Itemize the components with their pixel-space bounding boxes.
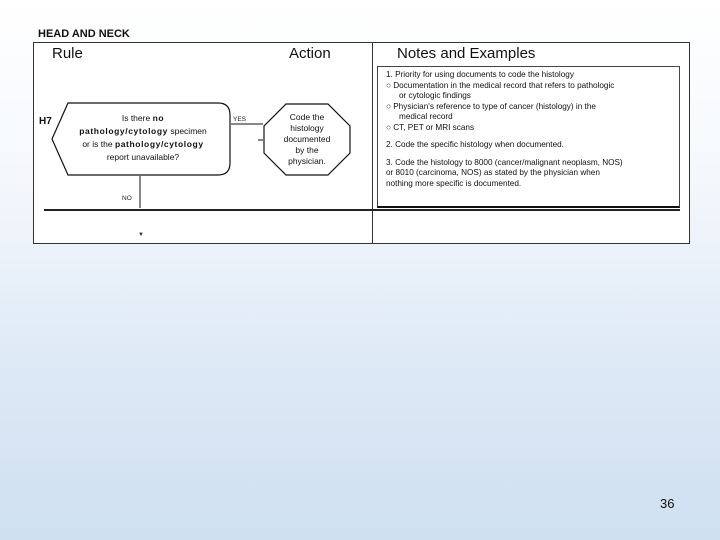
notes-item-3: 3. Code the histology to 8000 (cancer/malignant neoplasm, NOS): [386, 157, 623, 167]
notes-item-1-title: 1. Priority for using documents to code the histology: [386, 70, 574, 79]
notes-item-3: nothing more specific is documented.: [386, 178, 522, 188]
page-number: 36: [660, 496, 675, 511]
notes-bullet-cont: medical record: [399, 112, 453, 121]
rule-column-header: Rule: [52, 45, 83, 62]
action-column-header: Action: [289, 45, 331, 62]
notes-item-2: 2. Code the specific histology when documented.: [386, 140, 564, 149]
section-title: HEAD AND NECK: [38, 28, 130, 40]
notes-box: [377, 66, 680, 208]
notes-column-header: Notes and Examples: [397, 45, 536, 62]
rule-question: Is there no pathology/cytology specimen or is the pathology/cytology report unavailable?: [79, 113, 207, 162]
notes-bullet: ○ CT, PET or MRI scans: [386, 122, 475, 132]
yes-label: YES: [233, 116, 247, 123]
notes-item-3: or 8010 (carcinoma, NOS) as stated by the physician when: [386, 168, 600, 177]
no-label: NO: [122, 195, 132, 202]
rule-id: H7: [39, 116, 52, 127]
action-text: Code the histology documented by the physician.: [283, 112, 331, 166]
notes-bullet: ○ Documentation in the medical record that refers to pathologic: [386, 80, 615, 90]
down-arrow-icon: ▼: [138, 232, 144, 238]
notes-bullet: ○ Physician's reference to type of cancer (histology) in the: [386, 101, 596, 111]
notes-bullet-cont: or cytologic findings: [399, 91, 471, 100]
